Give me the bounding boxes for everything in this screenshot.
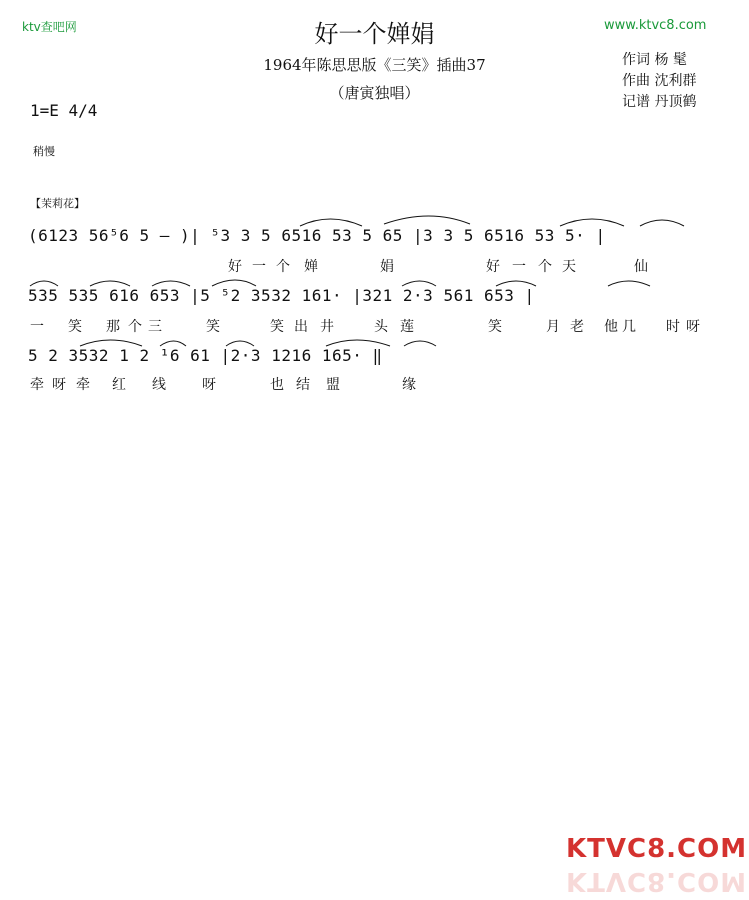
lyric: 笑 — [68, 319, 82, 335]
lyric: 结 — [296, 377, 310, 393]
lyric: 呀 — [52, 377, 66, 393]
lyric: 几 — [622, 319, 636, 335]
lyrics-line-1 — [30, 256, 730, 276]
lyric: 呀 — [686, 319, 700, 335]
lyric: 三 — [148, 319, 162, 335]
song-singer: （唐寅独唱） — [329, 84, 420, 102]
lyrics-line-2 — [30, 316, 730, 336]
lyric: 头 — [374, 319, 388, 335]
lyric: 笑 — [488, 319, 502, 335]
lyric: 盟 — [326, 377, 340, 393]
lyric: 一 — [30, 319, 44, 335]
credit-lyricist: 作词 杨 髦 — [622, 52, 687, 68]
credits-block — [622, 50, 696, 113]
lyric: 时 — [666, 319, 680, 335]
lyric: 笑 — [270, 319, 284, 335]
lyric: 婵 — [304, 259, 318, 275]
site-name-left: ktv查吧网 — [22, 20, 77, 34]
lyric: 好 — [228, 259, 242, 275]
site-url[interactable]: www.ktvc8.com — [604, 18, 707, 33]
tune-name: 【茉莉花】 — [30, 197, 85, 210]
lyrics-line-3 — [30, 374, 730, 394]
score-line-1: (6123 56⁵6 5 — )| ⁵3 3 5 6516 53 5 65 |3 3 5 6516 53 5· | — [28, 226, 606, 245]
tempo-marking: 稍慢 — [33, 145, 55, 158]
score-line-2: 535 535 616 653 |5 ⁵2 3532 161· |321 2·3 561 653 | — [28, 286, 535, 305]
lyric: 红 — [112, 377, 126, 393]
lyric: 牵 — [30, 377, 44, 393]
brand-logo-reflection: KTVC8.COM — [566, 866, 748, 896]
lyric: 也 — [270, 377, 284, 393]
lyric: 老 — [570, 319, 584, 335]
lyric: 一 — [512, 259, 526, 275]
lyric: 线 — [152, 377, 166, 393]
lyric: 娟 — [380, 259, 394, 275]
lyric: 一 — [252, 259, 266, 275]
score-line-3: 5 2 3532 1 2 ¹6 61 |2·3 1216 165· ‖ — [28, 346, 383, 365]
lyric: 呀 — [202, 377, 216, 393]
lyric: 出 — [294, 319, 308, 335]
credit-composer: 作曲 沈利群 — [622, 73, 697, 89]
song-subtitle: 1964年陈思思版《三笑》插曲37 — [263, 56, 486, 74]
lyric: 个 — [276, 259, 290, 275]
lyric: 仙 — [634, 259, 648, 275]
lyric: 缘 — [402, 377, 416, 393]
credit-transcriber: 记谱 丹顶鹤 — [622, 94, 697, 110]
lyric: 莲 — [400, 319, 414, 335]
brand-logo-watermark: KTVC8.COM — [566, 834, 748, 864]
lyric: 井 — [320, 319, 334, 335]
lyric: 他 — [604, 319, 618, 335]
lyric: 月 — [546, 319, 560, 335]
key-signature: 1=E 4/4 — [30, 101, 98, 120]
song-title: 好一个婵娟 — [314, 20, 435, 48]
lyric: 好 — [486, 259, 500, 275]
lyric: 笑 — [206, 319, 220, 335]
lyric: 牵 — [76, 377, 90, 393]
lyric: 个 — [538, 259, 552, 275]
lyric: 天 — [562, 259, 576, 275]
lyric: 个 — [128, 319, 142, 335]
lyric: 那 — [106, 319, 120, 335]
